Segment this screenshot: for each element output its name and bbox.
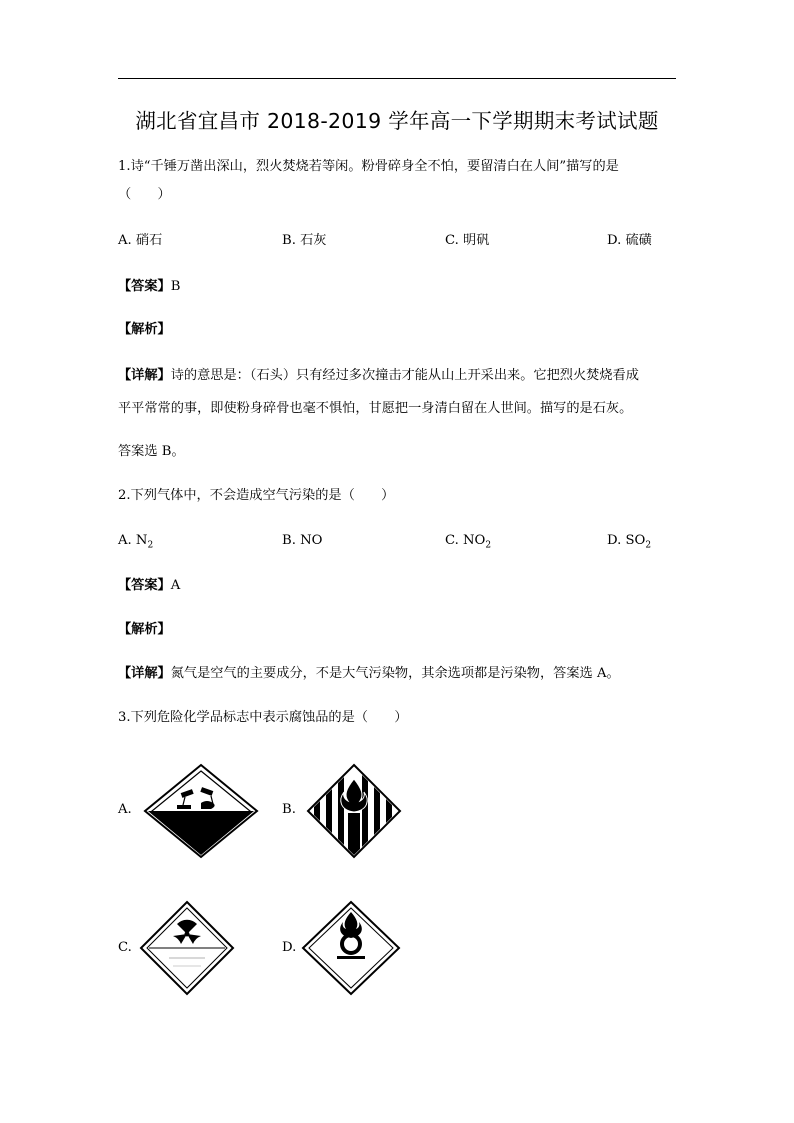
q1-option-a: A. 硝石 [118, 233, 163, 248]
radioactive-sign-icon [139, 900, 235, 996]
q2-option-a-sub: 2 [147, 540, 154, 551]
q3-option-c-label: C. [118, 940, 132, 955]
q2-option-d-text: D. SO [607, 533, 646, 548]
q2-option-b-text: B. NO [282, 533, 323, 548]
oxidizer-sign-icon [299, 900, 403, 996]
q2-option-c-text: C. NO [445, 533, 486, 548]
q2-option-a [118, 531, 153, 556]
q2-answer-value: A [170, 578, 181, 593]
q2-detail-label: 【详解】 [118, 666, 171, 681]
q3-option-a-label: A. [118, 802, 132, 817]
q1-analysis-label: 【解析】 [118, 322, 171, 337]
q3-option-b-label: B. [282, 802, 296, 817]
q1-option-d: D. 硫磺 [607, 233, 652, 248]
q2-detail-text: 氮气是空气的主要成分，不是大气污染物，其余选项都是污染物，答案选 A。 [170, 666, 620, 681]
q1-answer-value: B [170, 279, 181, 294]
header-rule [118, 78, 676, 79]
q2-analysis-label: 【解析】 [118, 622, 171, 637]
q2-option-b [282, 531, 322, 551]
q2-stem: 2.下列气体中，不会造成空气污染的是（ ） [118, 488, 395, 503]
q3-option-d-label: D. [282, 940, 297, 955]
q3-stem: 3.下列危险化学品标志中表示腐蚀品的是（ ） [118, 710, 408, 725]
page-title: 湖北省宜昌市 2018-2019 学年高一下学期期末考试试题 [135, 109, 659, 133]
q1-paren: （ ） [118, 187, 171, 202]
q1-conclusion: 答案选 B。 [118, 444, 185, 459]
q2-option-d-sub: 2 [645, 540, 652, 551]
q1-detail-line2: 平平常常的事，即使粉身碎骨也毫不惧怕，甘愿把一身清白留在人世间。描写的是石灰。 [118, 401, 633, 416]
q2-option-d [607, 531, 651, 556]
q1-option-c: C. 明矾 [445, 233, 490, 248]
q1-answer [118, 277, 180, 297]
q2-option-c-sub: 2 [485, 540, 492, 551]
q2-answer-label: 【答案】 [118, 578, 171, 593]
corrosive-sign-icon [143, 763, 259, 859]
q2-option-a-text: A. N [118, 533, 148, 548]
q1-detail-line1 [118, 366, 639, 386]
q1-answer-label: 【答案】 [118, 279, 171, 294]
q1-stem: 1.诗“千锤万凿出深山，烈火焚烧若等闲。粉骨碎身全不怕，要留清白在人间”描写的是 [118, 159, 619, 174]
q1-detail-label: 【详解】 [118, 368, 171, 383]
q2-detail [118, 664, 620, 684]
q1-option-b: B. 石灰 [282, 233, 327, 248]
q1-detail-text1: 诗的意思是：（石头）只有经过多次撞击才能从山上开采出来。它把烈火焚烧看成 [170, 368, 639, 383]
q2-answer [118, 576, 180, 596]
q2-option-c [445, 531, 491, 556]
flammable-solid-sign-icon [306, 763, 402, 859]
